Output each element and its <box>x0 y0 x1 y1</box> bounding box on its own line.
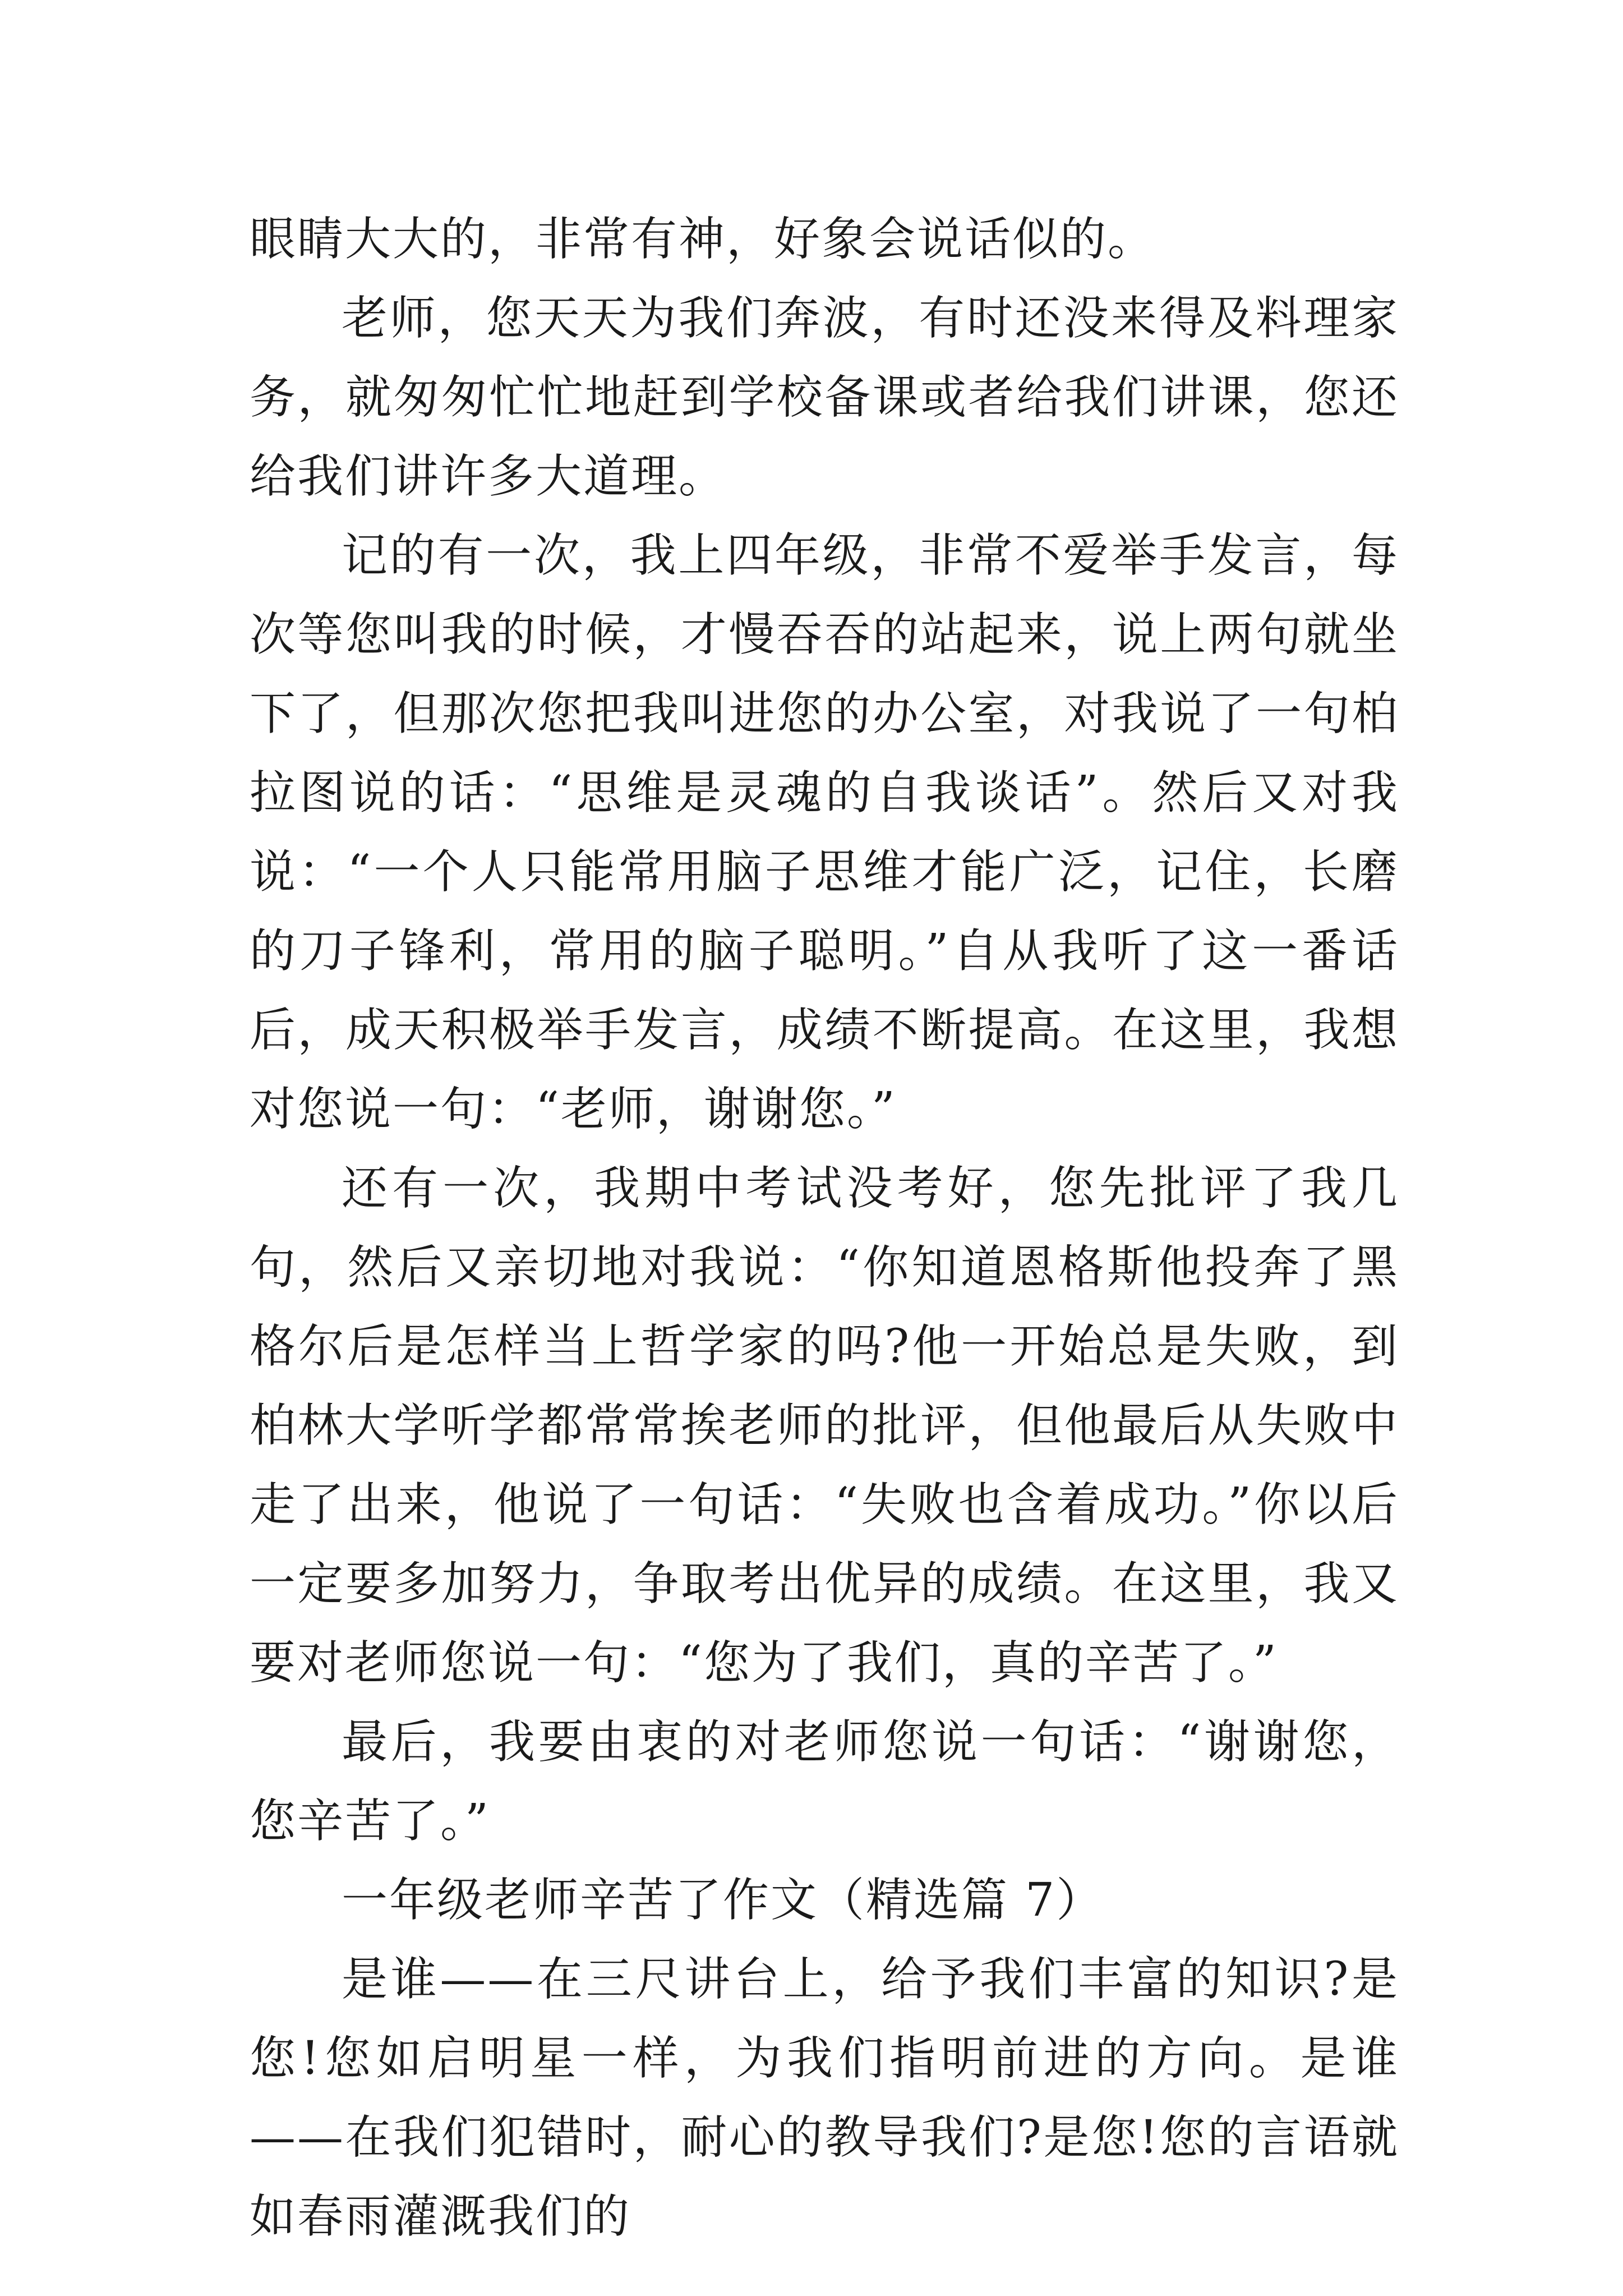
paragraph-1: 眼睛大大的，非常有神，好象会说话似的。 <box>250 213 1156 266</box>
paragraph-5: 最后，我要由衷的对老师您说一句话：“谢谢您，您辛苦了。” <box>250 1715 1399 1848</box>
paragraph-3: 记的有一次，我上四年级，非常不爱举手发言，每次等您叫我的时候，才慢吞吞的站起来，说上两句就坐下了，但那次您把我叫进您的办公室，对我说了一句柏拉图说的话：“思维是灵魂的自我谈话”。然后又对我说：“一个人只能常用脑子思维才能广泛，记住，长磨的刀子锋利，常用的脑子聪明。”自从我听了这一番话后，成天积极举手发言，成绩不断提高。在这里，我想对您说一句：“老师，谢谢您。” <box>250 529 1399 1136</box>
paragraph-6: 是谁——在三尺讲台上，给予我们丰富的知识?是您!您如启明星一样，为我们指明前进的方向。是谁——在我们犯错时，耐心的教导我们?是您!您的言语就如春雨灌溉我们的 <box>250 1953 1399 2243</box>
document-body <box>250 200 1399 2256</box>
paragraph-2: 老师，您天天为我们奔波，有时还没来得及料理家务，就匆匆忙忙地赶到学校备课或者给我们讲课，您还给我们讲许多大道理。 <box>250 292 1399 503</box>
section-heading: 一年级老师辛苦了作文（精选篇 7） <box>342 1874 1104 1927</box>
paragraph-4: 还有一次，我期中考试没考好，您先批评了我几句，然后又亲切地对我说：“你知道恩格斯他投奔了黑格尔后是怎样当上哲学家的吗?他一开始总是失败，到柏林大学听学都常常挨老师的批评，但他最后从失败中走了出来，他说了一句话：“失败也含着成功。”你以后一定要多加努力，争取考出优异的成绩。在这里，我又要对老师您说一句：“您为了我们，真的辛苦了。” <box>250 1162 1399 1690</box>
